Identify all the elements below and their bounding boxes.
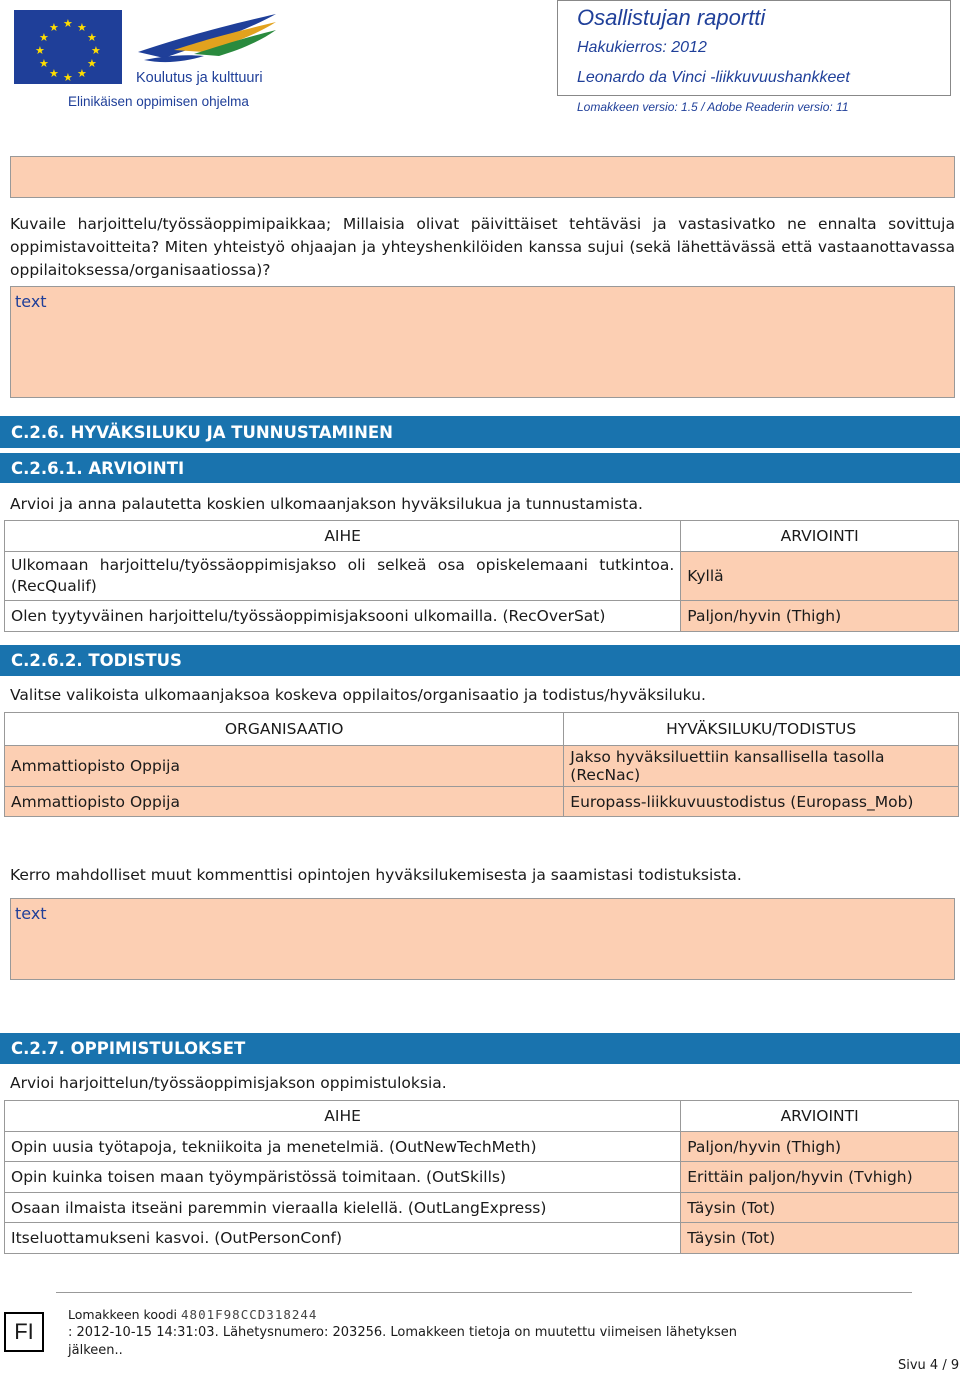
comments-answer-field[interactable]: text: [10, 898, 955, 980]
row-rating-select[interactable]: Täysin (Tot): [681, 1193, 959, 1223]
form-code-label: Lomakkeen koodi: [68, 1307, 178, 1322]
c262-intro: Valitse valikoista ulkomaanjaksoa koskeva oppilaitos/organisaatio ja todistus/hyväksiluku.: [10, 686, 706, 704]
row-topic: Ulkomaan harjoittelu/työssäoppimisjakso oli selkeä osa opiskelemaani tutkintoa. (RecQualif): [5, 552, 681, 601]
section-c262-header: C.2.6.2. TODISTUS: [0, 645, 960, 676]
placement-question: Kuvaile harjoittelu/työssäoppimipaikkaa; Millaisia olivat päivittäiset tehtäväsi ja vastasivatko ne ennalta sovittuja oppimistavoitteita? Miten yhteistyö ohjaajan ja yhteyshenkilöiden kanssa sujui (sekä lähettävässä että vastaanottavassa oppilaitoksessa/organisaatiossa)?: [10, 215, 955, 279]
learning-outcomes-table: [4, 1100, 959, 1254]
form-code-value: 4801F98CCD318244: [181, 1307, 318, 1322]
round-label: Hakukierros: 2012: [577, 39, 707, 56]
eu-flag-logo: ★ ★ ★ ★ ★ ★ ★ ★ ★ ★ ★ ★: [14, 10, 122, 84]
col-header-topic: AIHE: [5, 521, 681, 552]
programme-label: Elinikäisen oppimisen ohjelma: [68, 94, 249, 109]
report-title-box: [557, 0, 951, 96]
placement-answer-field[interactable]: text: [10, 286, 955, 398]
programme-title: Leonardo da Vinci -liikkuvuushankkeet: [577, 69, 850, 86]
row-topic: Osaan ilmaista itseäni paremmin vieraalla kielellä. (OutLangExpress): [5, 1193, 681, 1223]
table-row: [5, 1193, 959, 1223]
row-topic: Olen tyytyväinen harjoittelu/työssäoppimisjaksooni ulkomailla. (RecOverSat): [5, 601, 681, 632]
section-c27-header: C.2.7. OPPIMISTULOKSET: [0, 1033, 960, 1064]
row-topic: Itseluottamukseni kasvoi. (OutPersonConf): [5, 1223, 681, 1254]
table-row: [5, 746, 959, 787]
c261-intro: Arvioi ja anna palautetta koskien ulkomaanjakson hyväksilukua ja tunnustamista.: [10, 495, 643, 513]
col-header-topic: AIHE: [5, 1101, 681, 1132]
section-c261-header: C.2.6.1. ARVIOINTI: [0, 453, 960, 483]
row-rating-select[interactable]: Täysin (Tot): [681, 1223, 959, 1254]
footer-divider: [56, 1292, 912, 1293]
table-row: [5, 601, 959, 632]
certificate-select[interactable]: Jakso hyväksiluettiin kansallisella tasolla (RecNac): [564, 746, 959, 787]
row-topic: Opin uusia työtapoja, tekniikoita ja menetelmiä. (OutNewTechMeth): [5, 1132, 681, 1162]
submission-note: : 2012-10-15 14:31:03. Lähetysnumero: 203256. Lomakkeen tietoja on muutettu viimeisen lähetyksen jälkeen..: [68, 1325, 738, 1358]
bird-logo: [134, 10, 280, 66]
col-header-organisation: ORGANISAATIO: [5, 713, 564, 746]
report-title: Osallistujan raportti: [577, 5, 766, 30]
row-rating-select[interactable]: Erittäin paljon/hyvin (Tvhigh): [681, 1162, 959, 1193]
comments-question: Kerro mahdolliset muut kommenttisi opintojen hyväksilukemisesta ja saamistasi todistuksista.: [10, 866, 742, 884]
section-c26-header: C.2.6. HYVÄKSILUKU JA TUNNUSTAMINEN: [0, 416, 960, 448]
table-row: [5, 787, 959, 817]
certificate-select[interactable]: Europass-liikkuvuustodistus (Europass_Mob): [564, 787, 959, 817]
form-code: [68, 1307, 317, 1322]
organisation-select[interactable]: Ammattiopisto Oppija: [5, 746, 564, 787]
table-row: [5, 1162, 959, 1193]
row-topic: Opin kuinka toisen maan työympäristössä toimitaan. (OutSkills): [5, 1162, 681, 1193]
col-header-rating: ARVIOINTI: [681, 1101, 959, 1132]
row-rating-select[interactable]: Paljon/hyvin (Thigh): [681, 601, 959, 632]
table-row: [5, 552, 959, 601]
page-number: Sivu 4 / 9: [898, 1358, 960, 1373]
language-badge: FI: [4, 1312, 44, 1352]
c27-intro: Arvioi harjoittelun/työssäoppimisjakson oppimistuloksia.: [10, 1074, 447, 1092]
recognition-table: [4, 520, 959, 632]
row-rating-select[interactable]: Kyllä: [681, 552, 959, 601]
organisation-select[interactable]: Ammattiopisto Oppija: [5, 787, 564, 817]
version-label: Lomakkeen versio: 1.5 / Adobe Readerin versio: 11: [577, 100, 849, 114]
ministry-label: Koulutus ja kulttuuri: [136, 70, 263, 86]
answer-field-previous[interactable]: [10, 156, 955, 198]
col-header-rating: ARVIOINTI: [681, 521, 959, 552]
row-rating-select[interactable]: Paljon/hyvin (Thigh): [681, 1132, 959, 1162]
table-row: [5, 1132, 959, 1162]
certificate-table: [4, 712, 959, 817]
table-row: [5, 1223, 959, 1254]
col-header-certificate: HYVÄKSILUKU/TODISTUS: [564, 713, 959, 746]
